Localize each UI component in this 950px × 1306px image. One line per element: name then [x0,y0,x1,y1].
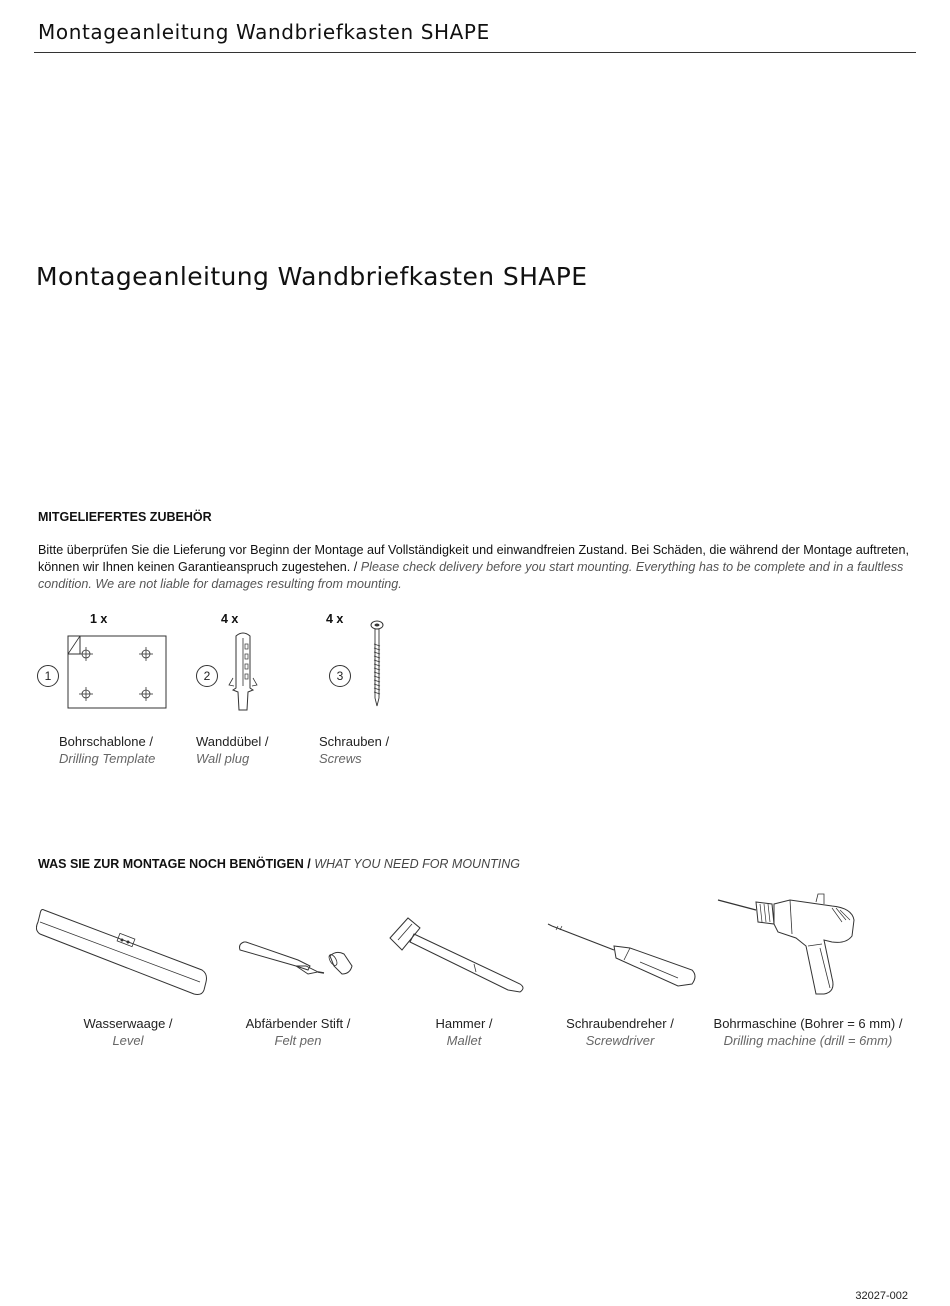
caption-mallet [394,1015,534,1049]
caption-felt-pen [228,1015,368,1049]
intro-paragraph [38,542,918,593]
drilling-machine-icon [712,888,862,1000]
felt-pen-icon [236,936,356,986]
caption-level [58,1015,198,1049]
wall-plug-icon [226,630,260,714]
caption-english: Wall plug [196,751,250,766]
caption-german: Hammer / [435,1016,493,1031]
item-number-badge: 1 [37,665,59,687]
caption-drilling-template [59,733,155,767]
caption-german: Schraubendreher / [566,1016,674,1031]
caption-english: Drilling Template [59,751,156,766]
document-number: 32027-002 [855,1290,908,1302]
tools-heading-english: WHAT YOU NEED FOR MOUNTING [314,857,520,871]
mallet-icon [380,910,530,996]
quantity-screws: 4 x [326,612,344,626]
screwdriver-icon [544,918,700,994]
caption-english: Mallet [446,1033,482,1048]
caption-german: Wasserwaage / [83,1016,173,1031]
caption-english: Screws [319,751,362,766]
screw-icon [366,618,388,710]
caption-wall-plug [196,733,269,767]
item-number-badge: 3 [329,665,351,687]
page-title: Montageanleitung Wandbriefkasten SHAPE [36,262,588,291]
item-number-badge: 2 [196,665,218,687]
level-icon [36,900,214,1000]
caption-german: Abfärbender Stift / [245,1016,351,1031]
intro-english: Please check delivery before you start mounting. Everything has to be complete and in a faultless condition. We are not liable for damages resulting from mounting. [38,560,904,591]
tools-heading-german: WAS SIE ZUR MONTAGE NOCH BENÖTIGEN / [38,857,311,871]
caption-english: Level [112,1033,144,1048]
caption-german: Schrauben / [319,734,390,749]
header-divider [34,52,916,53]
quantity-wall-plug: 4 x [221,612,239,626]
tools-needed-heading [38,857,520,871]
caption-drilling-machine [700,1015,916,1049]
header-title: Montageanleitung Wandbriefkasten SHAPE [38,20,490,44]
caption-german: Bohrmaschine (Bohrer = 6 mm) / [713,1016,903,1031]
caption-screws [319,733,389,767]
caption-english: Screwdriver [585,1033,655,1048]
drilling-template-icon [64,632,170,712]
caption-english: Drilling machine (drill = 6mm) [723,1033,893,1048]
caption-german: Wanddübel / [196,734,269,749]
caption-german: Bohrschablone / [59,734,153,749]
supplied-accessories-heading: MITGELIEFERTES ZUBEHÖR [38,510,212,524]
intro-german: Bitte überprüfen Sie die Lieferung vor Beginn der Montage auf Vollständigkeit und einwandfreien Zustand. Bei Schäden, die während der Montage auftreten, können wir Ihnen keinen Garantieanspruch zugestehen. / [38,543,909,574]
caption-english: Felt pen [274,1033,322,1048]
caption-screwdriver [550,1015,690,1049]
quantity-drilling-template: 1 x [90,612,108,626]
